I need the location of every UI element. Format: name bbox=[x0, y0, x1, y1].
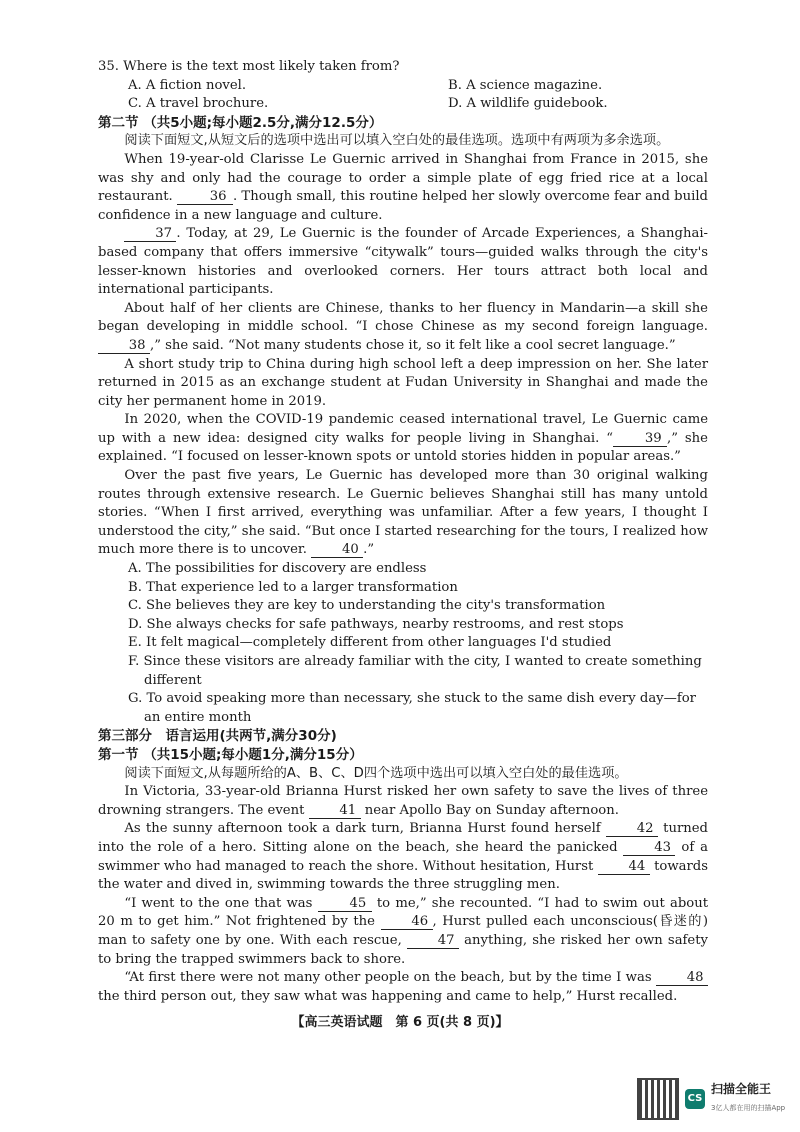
qr-code-icon bbox=[637, 1078, 679, 1120]
section2-instruction: 阅读下面短文,从短文后的选项中选出可以填入空白处的最佳选项。选项中有两项为多余选项。 bbox=[124, 133, 670, 149]
choice-b: B. That experience led to a larger transformation bbox=[128, 579, 458, 595]
camscanner-logo-icon: CS bbox=[685, 1089, 705, 1109]
q35-option-d: D. A wildlife guidebook. bbox=[448, 96, 608, 112]
text: . Today, at 29, Le Guernic is the founder of Arcade Experiences, a Shanghai-based company that offers immersive “citywalk” tours—guided walks through the city's lesser-known histories and overlooked corners. Her tours attract both local and international participants. bbox=[98, 226, 708, 298]
passage-paragraph bbox=[98, 969, 708, 1006]
text: In Victoria, 33-year-old Brianna Hurst risked her own safety to save the lives of three drowning strangers. The event bbox=[98, 784, 708, 818]
passage-paragraph bbox=[98, 895, 708, 969]
choice-e: E. It felt magical—completely different from other languages I'd studied bbox=[128, 635, 612, 651]
blank-47: 47 bbox=[407, 933, 459, 949]
choice-d: D. She always checks for safe pathways, nearby restrooms, and rest stops bbox=[128, 616, 624, 632]
passage-paragraph bbox=[98, 225, 708, 299]
blank-46: 46 bbox=[381, 914, 433, 930]
text: towards the water and dived in, swimming towards the three struggling men. bbox=[98, 858, 708, 893]
brand-name: 扫描全能王 bbox=[711, 1082, 772, 1097]
blank-45: 45 bbox=[318, 896, 372, 912]
passage-paragraph bbox=[98, 467, 708, 560]
part3-heading: 第三部分 语言运用(共两节,满分30分) bbox=[98, 728, 337, 745]
q35-option-c: C. A travel brochure. bbox=[128, 96, 269, 112]
q35-options bbox=[98, 77, 708, 114]
blank-38: 38 bbox=[98, 338, 150, 354]
blank-48: 48 bbox=[656, 970, 708, 986]
passage-paragraph bbox=[98, 300, 708, 356]
passage-paragraph: A short study trip to China during high school left a deep impression on her. She later returned in 2015 as an exchange student at Fudan University in Shanghai and made the city her permanent home in 2019. bbox=[98, 356, 708, 409]
text: As the sunny afternoon took a dark turn, Brianna Hurst found herself bbox=[124, 821, 601, 837]
q35-option-b: B. A science magazine. bbox=[448, 77, 603, 93]
passage-paragraph bbox=[98, 411, 708, 467]
text: “I went to the one that was bbox=[124, 895, 313, 911]
text: turned into the role of a hero. Sitting alone on the beach, she heard the panicked bbox=[98, 821, 708, 855]
brand-tagline: 3亿人都在用的扫描App bbox=[711, 1104, 786, 1112]
scanner-watermark bbox=[637, 1078, 785, 1120]
part3-instruction: 阅读下面短文,从每题所给的A、B、C、D四个选项中选出可以填入空白处的最佳选项。 bbox=[124, 765, 628, 781]
text: near Apollo Bay on Sunday afternoon. bbox=[364, 802, 619, 818]
text: .” bbox=[363, 542, 375, 558]
section2-heading: 第二节 （共5小题;每小题2.5分,满分12.5分） bbox=[98, 114, 383, 131]
text: In 2020, when the COVID-19 pandemic ceased international travel, Le Guernic came up with a new idea: designed city walks for people living in Shanghai. “ bbox=[98, 412, 708, 446]
choice-f: F. Since these visitors are already familiar with the city, I wanted to create something different bbox=[128, 654, 702, 688]
text: . Though small, this routine helped her slowly overcome fear and build confidence in a new language and culture. bbox=[98, 189, 708, 223]
text: to me,” she recounted. “I had to swim out about 20 m to get him.” Not frightened by the bbox=[98, 895, 708, 930]
choice-c: C. She believes they are key to understanding the city's transformation bbox=[128, 598, 606, 614]
brand-block bbox=[711, 1080, 785, 1117]
blank-43: 43 bbox=[623, 840, 675, 856]
part3-subheading: 第一节 （共15小题;每小题1分,满分15分） bbox=[98, 746, 363, 763]
text: anything, she risked her own safety to bring the trapped swimmers back to shore. bbox=[98, 932, 708, 967]
text: the third person out, they saw what was happening and came to help,” Hurst recalled. bbox=[98, 988, 678, 1004]
blank-40: 40 bbox=[311, 542, 363, 558]
answer-choices bbox=[98, 560, 708, 727]
blank-39: 39 bbox=[613, 431, 667, 447]
q35-stem: 35. Where is the text most likely taken from? bbox=[98, 59, 400, 74]
text: When 19-year-old Clarisse Le Guernic arrived in Shanghai from France in 2015, she was shy and only had the courage to order a simple plate of egg fried rice at a local restaurant. bbox=[98, 151, 708, 205]
choice-g: G. To avoid speaking more than necessary, she stuck to the same dish every day—for an entire month bbox=[128, 691, 696, 725]
blank-44: 44 bbox=[598, 859, 650, 875]
choice-a: A. The possibilities for discovery are endless bbox=[128, 561, 427, 577]
passage-paragraph bbox=[98, 783, 708, 820]
page-footer: 【高三英语试题 第 6 页(共 8 页)】 bbox=[291, 1015, 509, 1030]
text: , Hurst pulled each unconscious(昏迷的) man to safety one by one. With each rescue, bbox=[98, 914, 708, 948]
text: ,” she said. “Not many students chose it, so it felt like a cool secret language.” bbox=[150, 337, 676, 353]
blank-42: 42 bbox=[606, 821, 658, 837]
passage-paragraph bbox=[98, 151, 708, 225]
text: of a swimmer who had managed to reach the shore. Without hesitation, Hurst bbox=[98, 839, 708, 874]
text: ,” she explained. “I focused on lesser-known spots or untold stories hidden in popular areas.” bbox=[98, 430, 708, 465]
passage-paragraph bbox=[98, 820, 708, 894]
text: About half of her clients are Chinese, thanks to her fluency in Mandarin—a skill she began developing in middle school. “I chose Chinese as my second foreign language. bbox=[98, 300, 708, 335]
q35-option-a: A. A fiction novel. bbox=[128, 77, 247, 93]
blank-41: 41 bbox=[309, 803, 361, 819]
blank-37: 37 bbox=[124, 226, 176, 242]
blank-36: 36 bbox=[177, 189, 233, 205]
text: “At first there were not many other people on the beach, but by the time I was bbox=[124, 970, 652, 986]
text: Over the past five years, Le Guernic has developed more than 30 original walking routes through extensive research. Le Guernic believes Shanghai still has many untold stories. “When I first arrived, everything was unfamiliar. After a few years, I thought I understood the city,” she said. “But once I started researching for the tours, I realized how much more there is to uncover. bbox=[98, 468, 708, 558]
